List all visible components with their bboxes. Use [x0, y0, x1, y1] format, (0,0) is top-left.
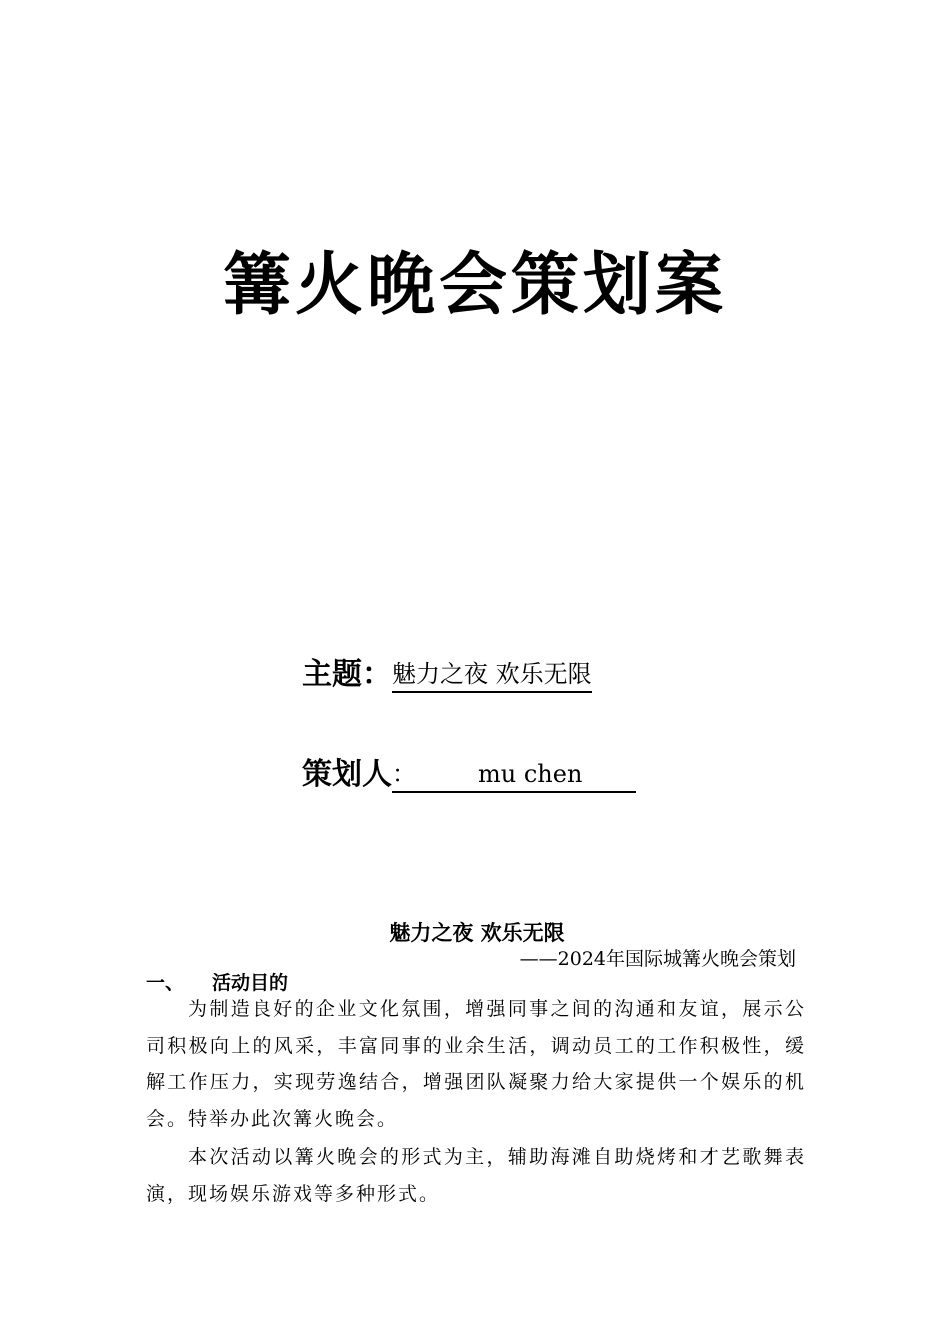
section-1-number: 一、	[146, 972, 185, 994]
section-1-title: 活动目的	[212, 972, 289, 994]
section-subheading: ——2024年国际城篝火晚会策划	[519, 948, 796, 970]
theme-value: 魅力之夜 欢乐无限	[392, 657, 592, 693]
planner-value	[392, 757, 636, 793]
document-title: 篝火晚会策划案	[222, 246, 727, 325]
paragraph: 为制造良好的企业文化氛围，增强同事之间的沟通和友谊，展示公司积极向上的风采，丰富同事的业余生活，调动员工的工作积极性，缓解工作压力，实现劳逸结合，增强团队凝聚力给大家提供一个娱乐的机会。特举办此次篝火晚会。	[146, 998, 806, 1130]
planner-colon: ：	[392, 759, 416, 788]
planner-row	[302, 752, 636, 796]
planner-label: 策划人	[302, 756, 392, 792]
paragraph: 本次活动以篝火晚会的形式为主，辅助海滩自助烧烤和才艺歌舞表演，现场娱乐游戏等多种形式。	[146, 1146, 806, 1205]
theme-label: 主题：	[302, 656, 392, 692]
theme-row	[302, 652, 592, 696]
planner-name: mu chen	[478, 759, 583, 788]
section-heading: 魅力之夜 欢乐无限	[389, 921, 565, 945]
